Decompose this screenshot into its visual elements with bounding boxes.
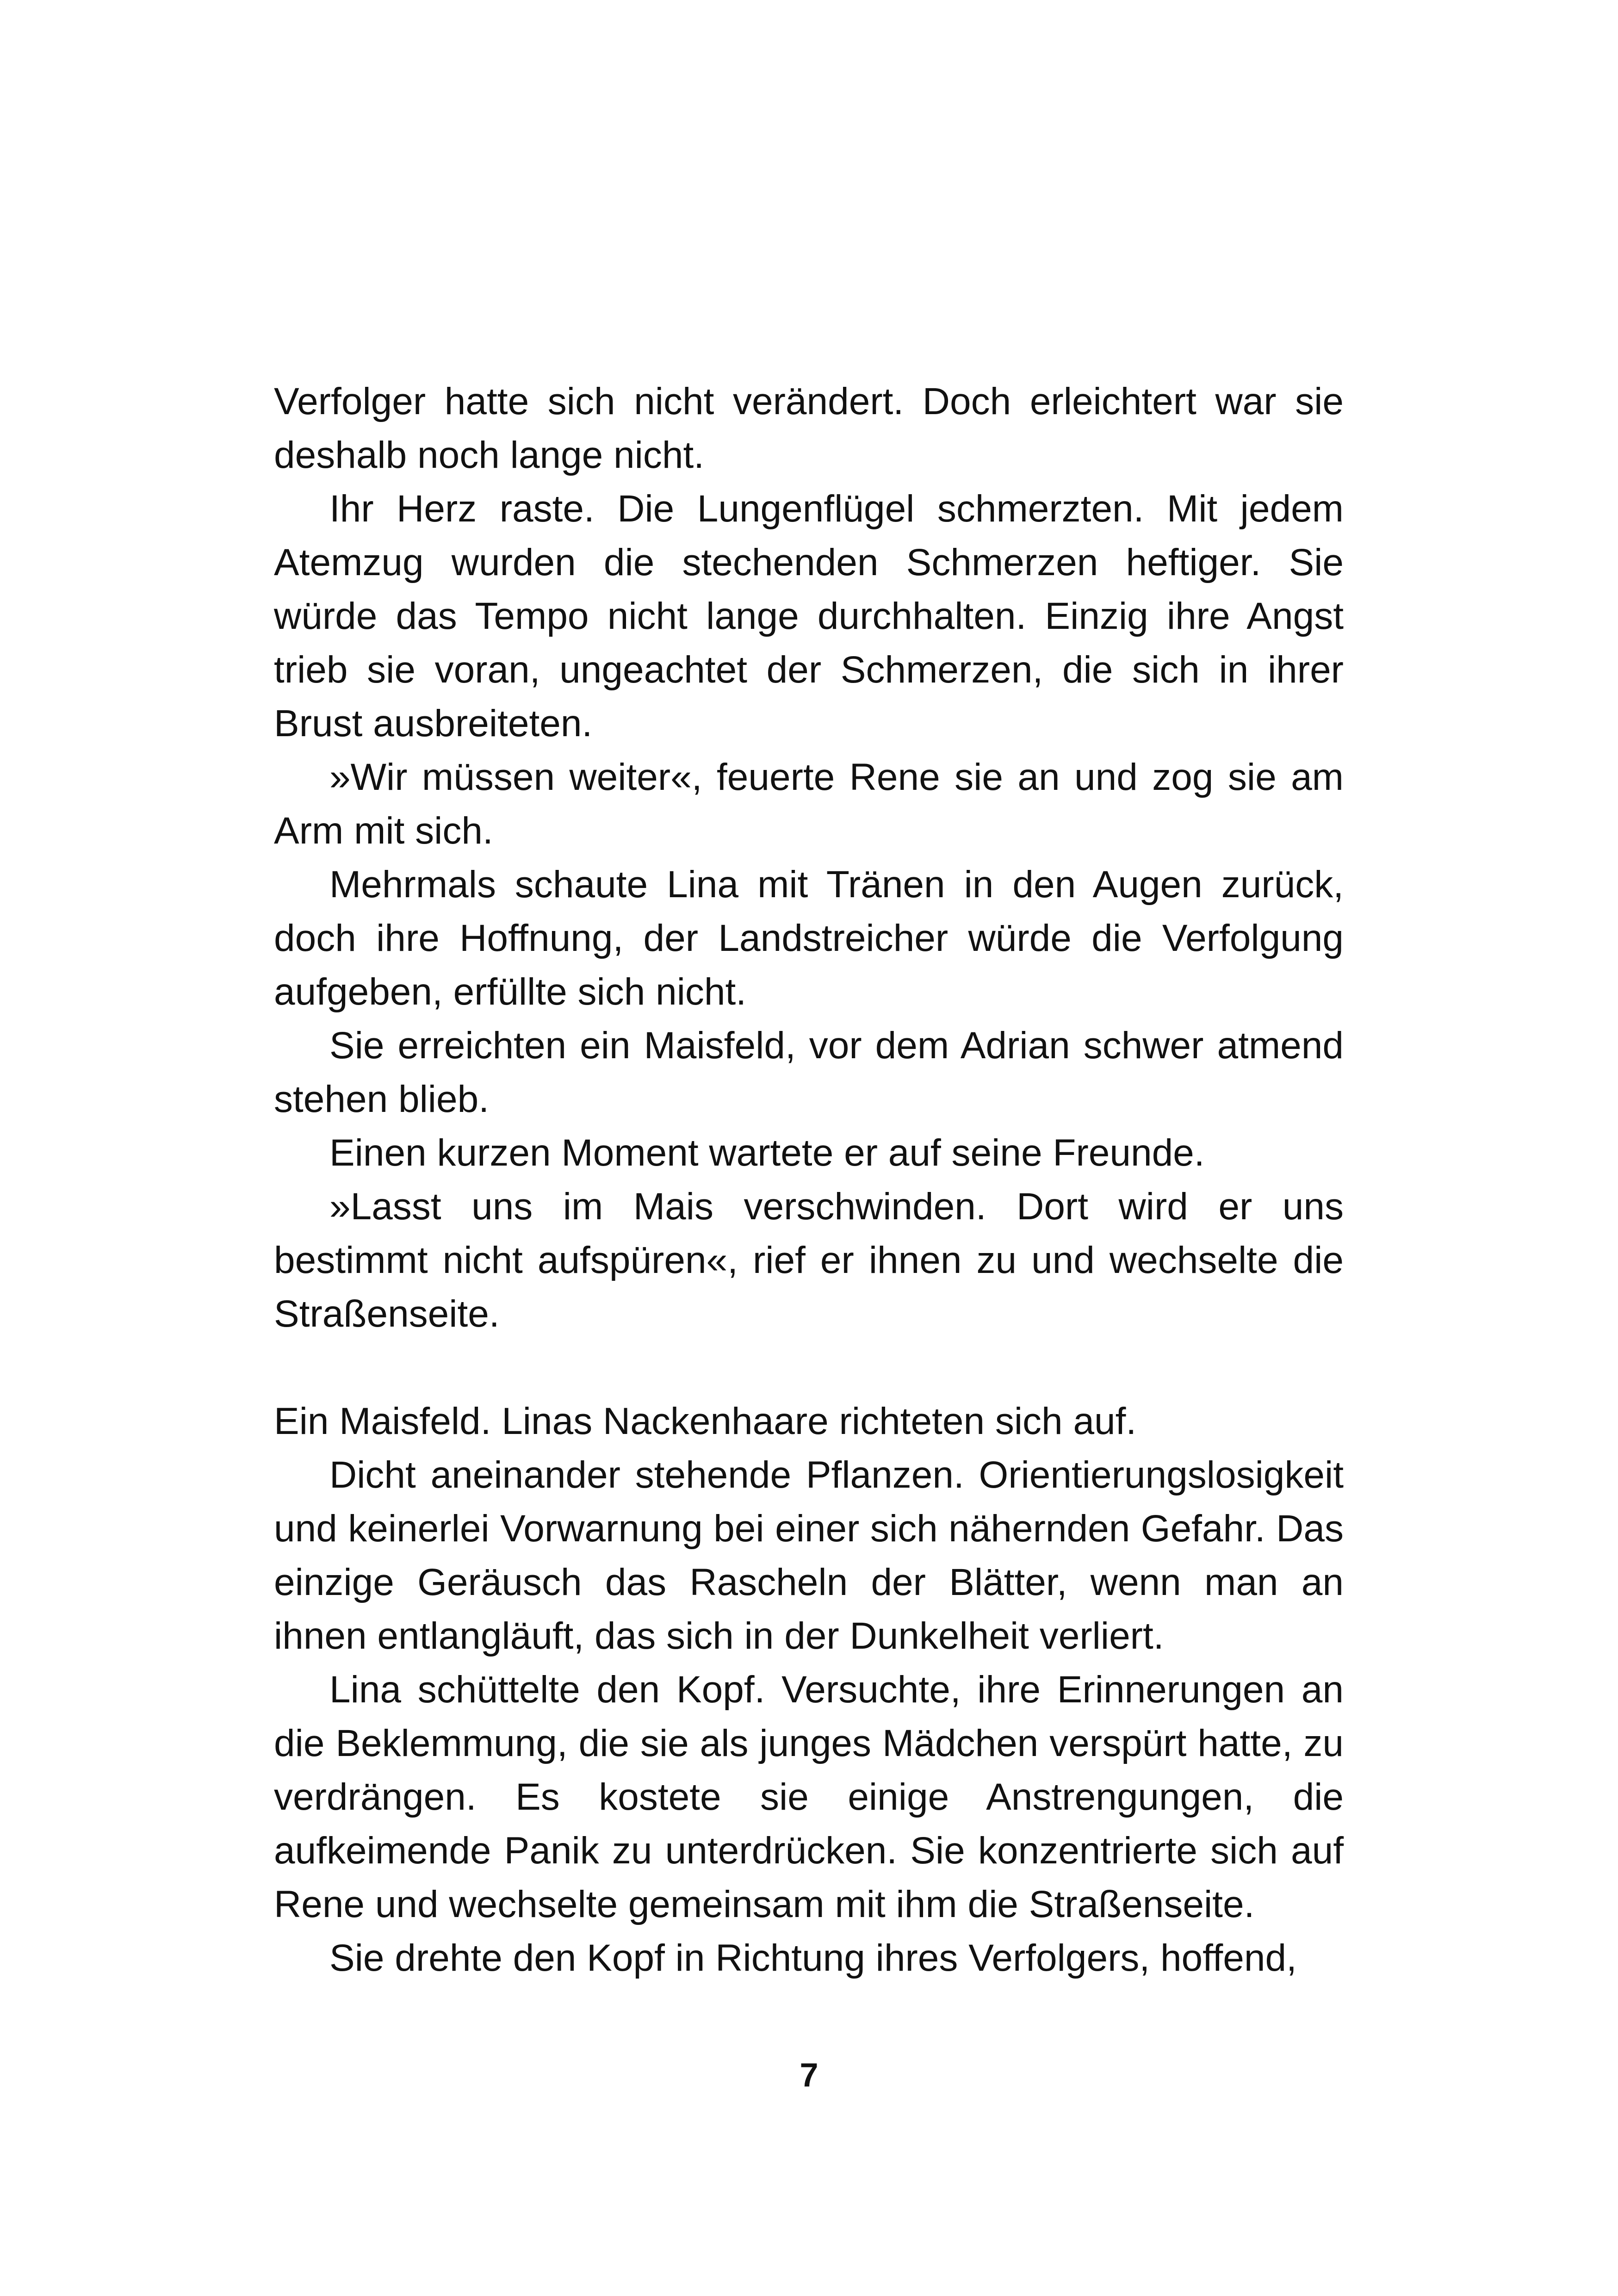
paragraph: »Wir müssen weiter«, feuerte Rene sie an und zog sie am Arm mit sich. (274, 756, 1344, 852)
page-body-text (274, 375, 1344, 1985)
paragraph: Einen kurzen Moment wartete er auf seine Freunde. (329, 1132, 1205, 1174)
paragraph: Sie drehte den Kopf in Richtung ihres Verfolgers, hoffend, (329, 1937, 1297, 1979)
page-number: 7 (800, 2057, 818, 2094)
paragraph: Mehrmals schaute Lina mit Tränen in den Augen zurück, doch ihre Hoffnung, der Landstreicher würde die Verfolgung aufgeben, erfüllte sich nicht. (274, 863, 1344, 1013)
paragraph: Lina schüttelte den Kopf. Versuchte, ihre Erinnerungen an die Beklemmung, die sie als junges Mädchen verspürt hatte, zu verdrängen. Es kostete sie einige Anstrengungen, die aufkeimende Panik zu unterdrücken. Sie konzentrierte sich auf Rene und wechselte gemeinsam mit ihm die Straßenseite. (274, 1669, 1344, 1925)
paragraph: »Lasst uns im Mais verschwinden. Dort wird er uns bestimmt nicht aufspüren«, rief er ihnen zu und wechselte die Straßenseite. (274, 1185, 1344, 1335)
paragraph: Sie erreichten ein Maisfeld, vor dem Adrian schwer atmend stehen blieb. (274, 1024, 1344, 1120)
paragraph: Dicht aneinander stehende Pflanzen. Orientierungslosigkeit und keinerlei Vorwarnung bei einer sich nähernden Gefahr. Das einzige Geräusch das Rascheln der Blätter, wenn man an ihnen entlangläuft, das sich in der Dunkelheit verliert. (274, 1454, 1344, 1657)
paragraph: Verfolger hatte sich nicht verändert. Doch erleichtert war sie deshalb noch lange nicht. (274, 380, 1344, 476)
paragraph: Ein Maisfeld. Linas Nackenhaare richteten sich auf. (274, 1400, 1137, 1442)
paragraph: Ihr Herz raste. Die Lungenflügel schmerzten. Mit jedem Atemzug wurden die stechenden Schmerzen heftiger. Sie würde das Tempo nicht lange durchhalten. Einzig ihre Angst trieb sie voran, ungeachtet der Schmerzen, die sich in ihrer Brust ausbreiteten. (274, 488, 1344, 745)
